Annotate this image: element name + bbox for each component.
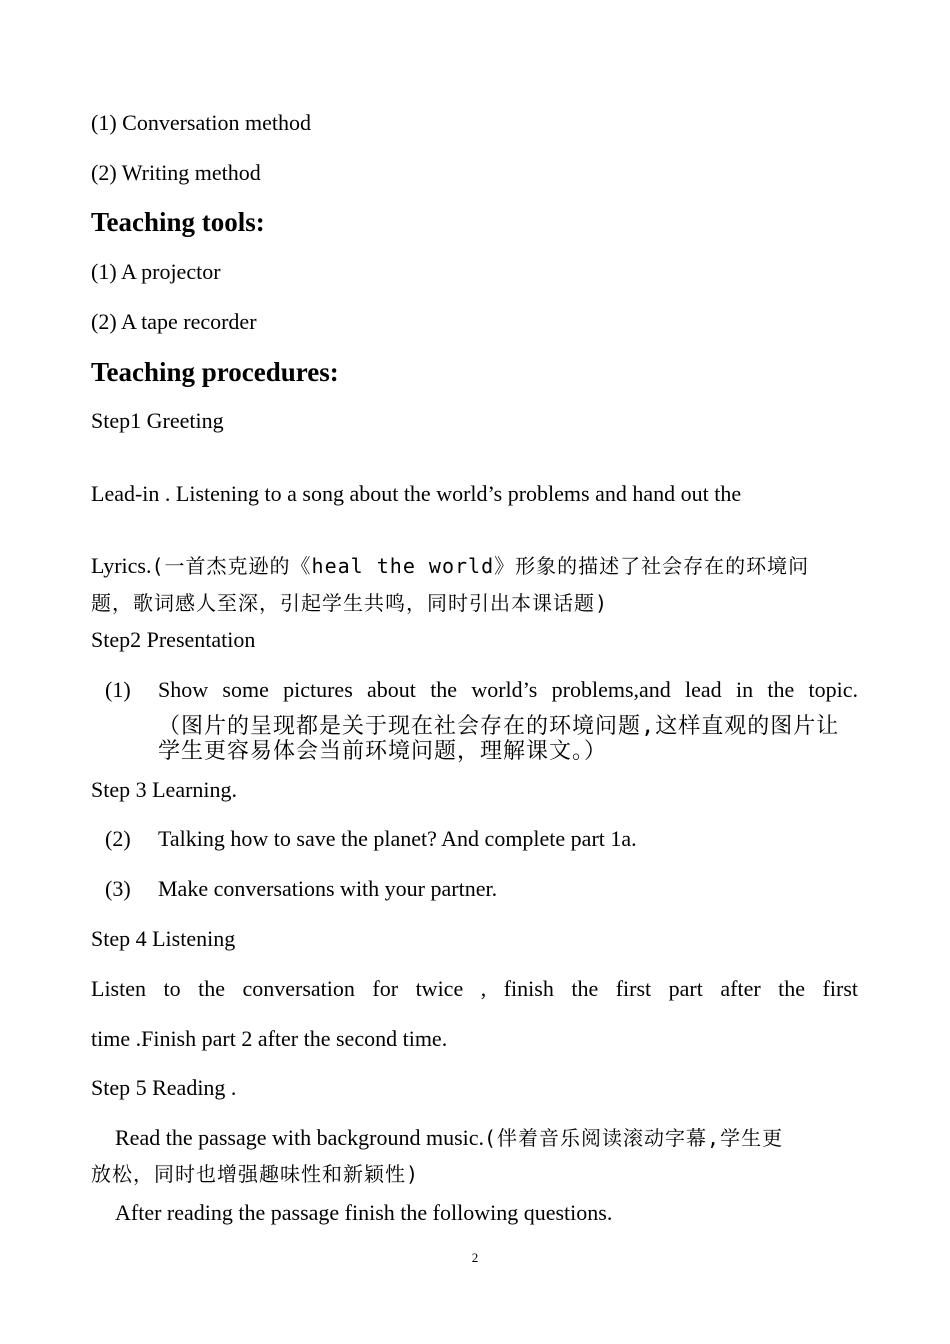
tool-item-2: (2) A tape recorder [91,309,257,334]
tool-item-1: (1) A projector [91,259,221,284]
step1-lyrics-line [91,555,809,577]
step2-item-text: Show some pictures about the world’s problems,and lead in the topic. [158,677,858,702]
step5-read-cn-2: 放松，同时也增强趣味性和新颖性) [91,1162,420,1186]
step2-item-number: (1) [105,677,131,702]
step5-read-cn-1: (伴着音乐阅读滚动字幕,学生更 [484,1126,784,1150]
step5-title: Step 5 Reading . [91,1075,237,1100]
method-item-1: (1) Conversation method [91,110,311,135]
step2-item-cn-2: 学生更容易体会当前环境问题，理解课文。） [158,739,608,764]
step3-item-number-2: (3) [105,876,131,901]
step5-read-en: Read the passage with background music. [115,1125,485,1150]
page-number: 2 [471,1250,479,1265]
step4-text-1: Listen to the conversation for twice , finish the first part after the first [91,976,858,1001]
step2-item-cn-1: （图片的呈现都是关于现在社会存在的环境问题,这样直观的图片让 [158,714,840,739]
step3-title: Step 3 Learning. [91,777,238,802]
teaching-procedures-heading: Teaching procedures: [91,357,339,387]
teaching-tools-heading: Teaching tools: [91,207,265,237]
step1-title: Step1 Greeting [91,408,224,433]
step1-lyrics-en: Lyrics. [91,553,152,578]
step5-read-line [115,1127,783,1149]
step3-item-number-1: (2) [105,826,131,851]
step1-lyrics-cn-1: (一首杰克逊的《heal the world》形象的描述了社会存在的环境问 [151,554,810,578]
step2-title: Step2 Presentation [91,627,256,652]
step4-title: Step 4 Listening [91,926,236,951]
step1-lyrics-cn-2: 题，歌词感人至深，引起学生共鸣，同时引出本课话题) [91,591,609,615]
step1-leadin: Lead-in . Listening to a song about the world’s problems and hand out the [91,481,742,506]
method-item-2: (2) Writing method [91,160,261,185]
step5-after-reading: After reading the passage finish the following questions. [115,1200,613,1225]
step3-item-text-2: Make conversations with your partner. [158,876,498,901]
step3-item-text-1: Talking how to save the planet? And complete part 1a. [158,826,637,851]
step4-text-2: time .Finish part 2 after the second time. [91,1026,448,1051]
